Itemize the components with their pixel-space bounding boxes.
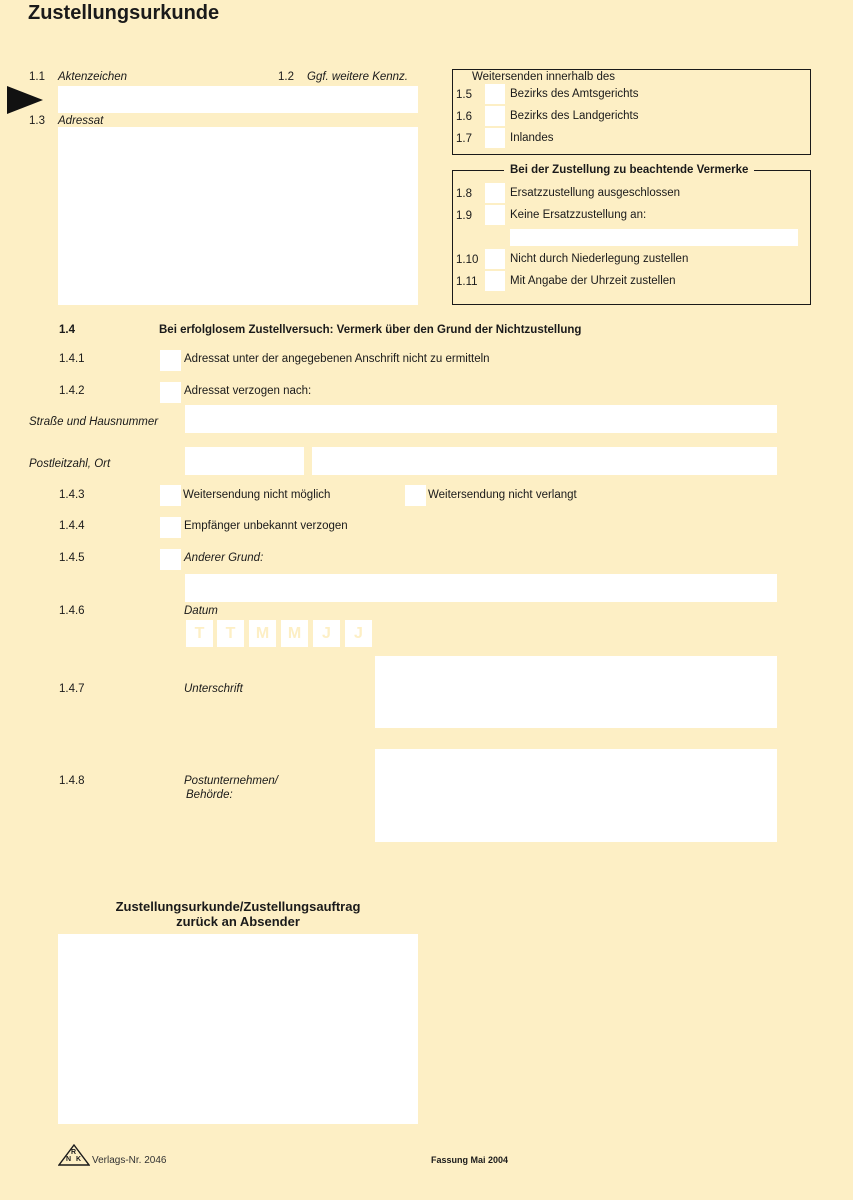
adressat-label: Adressat (58, 115, 104, 127)
weitersenden-title: Weitersenden innerhalb des (472, 71, 615, 83)
checkbox-inlandes[interactable] (485, 128, 505, 148)
anderer-grund-field[interactable] (185, 574, 777, 602)
postunternehmen-label: Postunternehmen/ (184, 775, 278, 787)
field-number-1-8: 1.8 (456, 188, 472, 200)
rnk-logo-icon (58, 1144, 90, 1166)
field-number-1-11: 1.11 (456, 276, 478, 288)
bezirk-landgericht-label: Bezirks des Landgerichts (510, 110, 639, 122)
checkbox-anderer-grund[interactable] (160, 549, 181, 570)
checkbox-nicht-niederlegung[interactable] (485, 249, 505, 269)
postunternehmen-field[interactable] (375, 749, 777, 842)
logo-letter-k: K (76, 1156, 82, 1163)
field-number-1-4-3: 1.4.3 (59, 489, 85, 501)
logo-letter-r: R (71, 1149, 77, 1156)
unterschrift-label: Unterschrift (184, 683, 243, 695)
checkbox-nicht-zu-ermitteln[interactable] (160, 350, 181, 371)
strasse-label: Straße und Hausnummer (29, 416, 159, 428)
datum-box-day-1[interactable]: T (186, 620, 213, 647)
field-number-1-2: 1.2 (278, 71, 294, 83)
checkbox-keine-ersatzzustellung[interactable] (485, 205, 505, 225)
pointer-arrow-icon (7, 86, 43, 114)
return-title-line2: zurück an Absender (176, 914, 300, 929)
checkbox-weitersendung-nicht-verlangt[interactable] (405, 485, 426, 506)
field-number-1-4-7: 1.4.7 (59, 683, 85, 695)
weitersendung-nicht-moeglich-label: Weitersendung nicht möglich (183, 489, 331, 501)
nichtzustellung-title: Bei erfolglosem Zustellversuch: Vermerk über den Grund der Nichtzustellung (159, 324, 582, 336)
uhrzeit-label: Mit Angabe der Uhrzeit zustellen (510, 275, 676, 287)
field-number-1-4-4: 1.4.4 (59, 520, 85, 532)
field-number-1-4-5: 1.4.5 (59, 552, 85, 564)
return-title-line1: Zustellungsurkunde/Zustellungsauftrag (115, 899, 361, 914)
checkbox-weitersendung-nicht-moeglich[interactable] (160, 485, 181, 506)
field-number-1-3: 1.3 (29, 115, 45, 127)
field-number-1-4: 1.4 (59, 324, 75, 336)
verzogen-label: Adressat verzogen nach: (184, 385, 312, 397)
keine-ersatzzustellung-field[interactable] (510, 229, 798, 246)
behoerde-label: Behörde: (186, 789, 233, 801)
inlandes-label: Inlandes (510, 132, 554, 144)
field-number-1-10: 1.10 (456, 254, 479, 266)
weitere-kennz-label: Ggf. weitere Kennz. (307, 71, 408, 83)
checkbox-unbekannt-verzogen[interactable] (160, 517, 181, 538)
checkbox-bezirk-landgericht[interactable] (485, 106, 505, 126)
datum-box-day-2[interactable]: T (217, 620, 244, 647)
strasse-field[interactable] (185, 405, 777, 433)
field-number-1-6: 1.6 (456, 111, 472, 123)
checkbox-ersatzzustellung-ausgeschlossen[interactable] (485, 183, 505, 203)
datum-box-year-1[interactable]: J (313, 620, 340, 647)
nicht-zu-ermitteln-label: Adressat unter der angegebenen Anschrift nicht zu ermitteln (184, 353, 490, 365)
page-title: Zustellungsurkunde (28, 2, 220, 24)
field-number-1-4-8: 1.4.8 (59, 775, 85, 787)
keine-ersatzzustellung-label: Keine Ersatzzustellung an: (510, 209, 647, 221)
plz-field[interactable] (185, 447, 304, 475)
ersatzzustellung-ausgeschlossen-label: Ersatzzustellung ausgeschlossen (510, 187, 681, 199)
field-number-1-5: 1.5 (456, 89, 472, 101)
aktenzeichen-field[interactable] (58, 86, 418, 113)
fassung: Fassung Mai 2004 (431, 1155, 509, 1165)
field-number-1-4-1: 1.4.1 (59, 353, 85, 365)
checkbox-verzogen[interactable] (160, 382, 181, 403)
unterschrift-field[interactable] (375, 656, 777, 728)
bezirk-amtsgericht-label: Bezirks des Amtsgerichts (510, 88, 639, 100)
datum-label: Datum (184, 605, 218, 617)
ort-field[interactable] (312, 447, 777, 475)
anderer-grund-label: Anderer Grund: (184, 552, 264, 564)
vermerke-title: Bei der Zustellung zu beachtende Vermerke (504, 164, 754, 176)
datum-box-year-2[interactable]: J (345, 620, 372, 647)
field-number-1-4-2: 1.4.2 (59, 385, 85, 397)
checkbox-bezirk-amtsgericht[interactable] (485, 84, 505, 104)
checkbox-uhrzeit[interactable] (485, 271, 505, 291)
datum-box-month-2[interactable]: M (281, 620, 308, 647)
logo-letter-n: N (66, 1156, 72, 1163)
unbekannt-verzogen-label: Empfänger unbekannt verzogen (184, 520, 348, 532)
absender-field[interactable] (58, 934, 418, 1124)
aktenzeichen-label: Aktenzeichen (58, 71, 128, 83)
nicht-niederlegung-label: Nicht durch Niederlegung zustellen (510, 253, 689, 265)
field-number-1-4-6: 1.4.6 (59, 605, 85, 617)
weitersendung-nicht-verlangt-label: Weitersendung nicht verlangt (428, 489, 577, 501)
verlag-nr: Verlags-Nr. 2046 (92, 1155, 167, 1166)
field-number-1-9: 1.9 (456, 210, 472, 222)
field-number-1-1: 1.1 (29, 71, 45, 83)
plz-ort-label: Postleitzahl, Ort (29, 458, 111, 470)
adressat-field[interactable] (58, 127, 418, 305)
datum-box-month-1[interactable]: M (249, 620, 276, 647)
field-number-1-7: 1.7 (456, 133, 472, 145)
